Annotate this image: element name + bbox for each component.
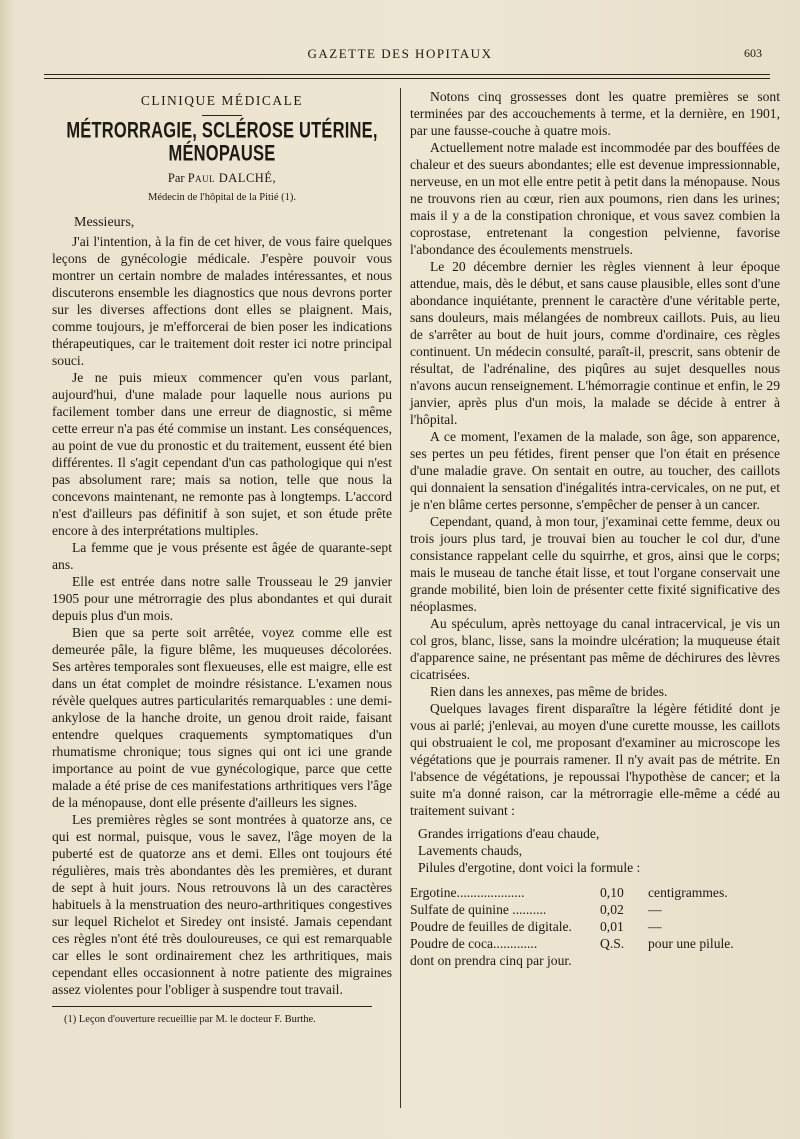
right-body [410,88,780,819]
section-heading: CLINIQUE MÉDICALE [140,93,304,108]
formula-unit: pour une pilule. [648,936,734,951]
footnote-rule [52,1006,372,1007]
author-affiliation: Médecin de l'hôpital de la Pitié (1). [148,192,296,203]
formula-ingredient: Poudre de coca............. [410,936,538,951]
page-header [30,46,770,70]
formula-ingredient: Ergotine.................... [410,885,525,900]
left-body [52,233,392,998]
list-item: Pilules d'ergotine, dont voici la formule : [418,860,641,875]
treatment-list [418,825,780,876]
closing-line: dont on prendra cinq par jour. [410,953,572,968]
paragraph: A ce moment, l'examen de la malade, son âge, son apparence, ses pertes un peu fétides, firent penser que l'on était en présence d'une maladie grave. On sentait en outre, au toucher, des caillots qui donnaient la sensation d'inégalités intra-cervicales, on ne put, et je n'en blâme certes personne, s'empêcher de penser à un cancer. [410,429,780,512]
formula-quantity: Q.S. [600,936,625,951]
paragraph: Quelques lavages firent disparaître la légère fétidité dont je vous ai parlé; j'enlevai, au moyen d'une curette mousse, les caillots qui obstruaient le col, me proposant d'examiner au microscope les végétations que je pourrais ramener. Il n'y avait pas de métrite. En l'absence de végétations, je repoussai l'hypothèse de cancer; et la suite m'a donné raison, car la métrorragie elle-même a cédé au traitement suivant : [410,701,780,818]
formula-row [410,901,734,918]
paragraph: Les premières règles se sont montrées à quatorze ans, ce qui est normal, puisque, vous le savez, l'âge moyen de la puberté est de quatorze ans et demi. Elles ont toujours été régulières, mais très abondantes dès les premières, et durant de sept à huit jours. Nous retrouvons là un des caractères habituels à la menstruation des neuro-arthritiques congestives sur lequel Richelot et Siredey ont insisté. Jamais cependant ces règles n'ont été très douloureuses, ce qui est remarquable car elles le sont ordinairement chez les arthritiques, mais cependant elles occasionnent à notre patiente des migraines assez violentes pour l'obliger à suspendre tout travail. [52,812,392,997]
column-divider [400,88,401,1108]
list-item: Lavements chauds, [418,843,523,858]
author-name: Paul DALCHÉ, [187,171,277,185]
formula-unit: centigrammes. [648,885,728,900]
paragraph: J'ai l'intention, à la fin de cet hiver, de vous faire quelques leçons de gynécologie médicale. J'espère pouvoir vous montrer un certain nombre de malades intéressantes, et nous discuterons ensemble les diagnostics que nous devrons porter sur les diverses affections dont elles se plaignent. Mais, comme toujours, je m'efforcerai de bien poser les indications thérapeutiques, car le traitement doit rester ici notre principal souci. [52,234,392,368]
paragraph: Actuellement notre malade est incommodée par des bouffées de chaleur et des sueurs abondantes; elle est devenue impressionnable, nerveuse, en un mot elle entre petit à petit dans la ménopause. Nous ne trouvons rien au cœur, rien aux poumons, rien dans les urines; mais il y a de la constipation chronique, et vous savez combien la coprostase, entretenant la congestion pelvienne, favorise l'abondance des écoulements menstruels. [410,140,780,257]
paragraph: Le 20 décembre dernier les règles viennent à leur époque attendue, mais, dès le début, et sans cause plausible, elles sont d'une abondance inquiétante, prennent le caractère d'une véritable perte, sans douleurs, mais mélangées de nombreux caillots. Puis, au lieu de s'arrêter au bout de huit jours, comme d'ordinaire, ces règles continuent. Un médecin consulté, paraît-il, prescrit, sans obtenir de résultat, de l'adrénaline, des piqûres au sujet desquelles nous n'avons aucun renseignement. L'hémorragie continue et enfin, le 29 janvier, après plus d'un mois, la malade se décide à entrer à l'hôpital. [410,259,780,427]
formula-quantity: 0,10 [600,885,624,900]
formula-quantity: 0,02 [600,902,624,917]
formula-row [410,884,734,901]
journal-title: GAZETTE DES HOPITAUX [307,46,493,61]
paragraph: La femme que je vous présente est âgée de quarante-sept ans. [52,540,392,572]
formula-row [410,935,734,952]
paragraph: Au spéculum, après nettoyage du canal intracervical, je vis un col gros, blanc, lisse, sans la moindre ulcération; la muqueuse était d'apparence saine, ne présentant pas même de déchirures des lèvres cicatrisées. [410,616,780,682]
paragraph: Cependant, quand, à mon tour, j'examinai cette femme, deux ou trois jours plus tard, je trouvai bien au toucher le col dur, d'une consistance rappelant celle du squirrhe, et gros, ainsi que le corps; mais le museau de tanche était lisse, et tout l'organe conservait une grande mobilité, bien loin de présenter cette fixité significative des néoplasmes. [410,514,780,614]
formula-ingredient: Poudre de feuilles de digitale. [410,919,572,934]
footnote: (1) Leçon d'ouverture recueillie par M. le docteur F. Burthe. [64,1014,316,1025]
paragraph: Elle est entrée dans notre salle Trousseau le 29 janvier 1905 pour une métrorragie des plus abondantes et qui durait depuis plus d'un mois. [52,574,392,623]
paragraph: Notons cinq grossesses dont les quatre premières se sont terminées par des accouchements à terme, et la dernière, en 1901, par une fausse-couche à quatre mois. [410,89,780,138]
formula-row [410,918,734,935]
page-number: 603 [744,46,762,60]
header-rule-top [44,74,770,75]
left-column [52,88,392,1026]
formula-table [410,884,734,952]
right-column [410,88,780,969]
paragraph: Bien que sa perte soit arrêtée, voyez comme elle est demeurée pâle, la figure blême, les muqueuses décolorées. Ses artères temporales sont flexueuses, elle est maigre, elle est dans un état complet de moindre résistance. L'examen nous révèle quelques autres particularités remarquables : une demi-ankylose de la hanche droite, un genou droit raide, faisant entendre quelques craquements symptomatiques d'un rhumatisme chronique; tous signes qui ont ici une grande importance au point de vue gynécologique, parce que cette malade a été prise de ces manifestations arthritiques vers l'âge de la ménopause, dont elle présente d'ailleurs les signes. [52,625,392,810]
section-rule [202,115,242,116]
formula-ingredient: Sulfate de quinine .......... [410,902,547,917]
byline [52,170,392,187]
article-title: MÉTRORRAGIE, SCLÉROSE UTÉRINE, MÉNOPAUSE [66,118,378,166]
paragraph: Je ne puis mieux commencer qu'en vous parlant, aujourd'hui, d'une malade pour laquelle nous aurions pu facilement tomber dans une erreur de diagnostic, si même cette erreur n'a pas été commise un instant. Les conséquences, au point de vue du pronostic et du traitement, eussent été bien différentes. Il s'agit cependant d'un cas pathologique qui n'est pas absolument rare; mais sa notion, telle que nous la concevons maintenant, ne remonte pas à longtemps. L'accord n'est d'ailleurs pas définitif à son sujet, et son étude prête encore à des interprétations multiples. [52,370,392,538]
list-item: Grandes irrigations d'eau chaude, [418,826,600,841]
paragraph: Rien dans les annexes, pas même de brides. [430,684,668,699]
byline-prefix: Par [167,171,185,185]
formula-unit: — [648,902,662,917]
formula-unit: — [648,919,662,934]
formula-quantity: 0,01 [600,919,624,934]
header-rule-bottom [44,78,770,79]
salutation: Messieurs, [74,215,135,230]
